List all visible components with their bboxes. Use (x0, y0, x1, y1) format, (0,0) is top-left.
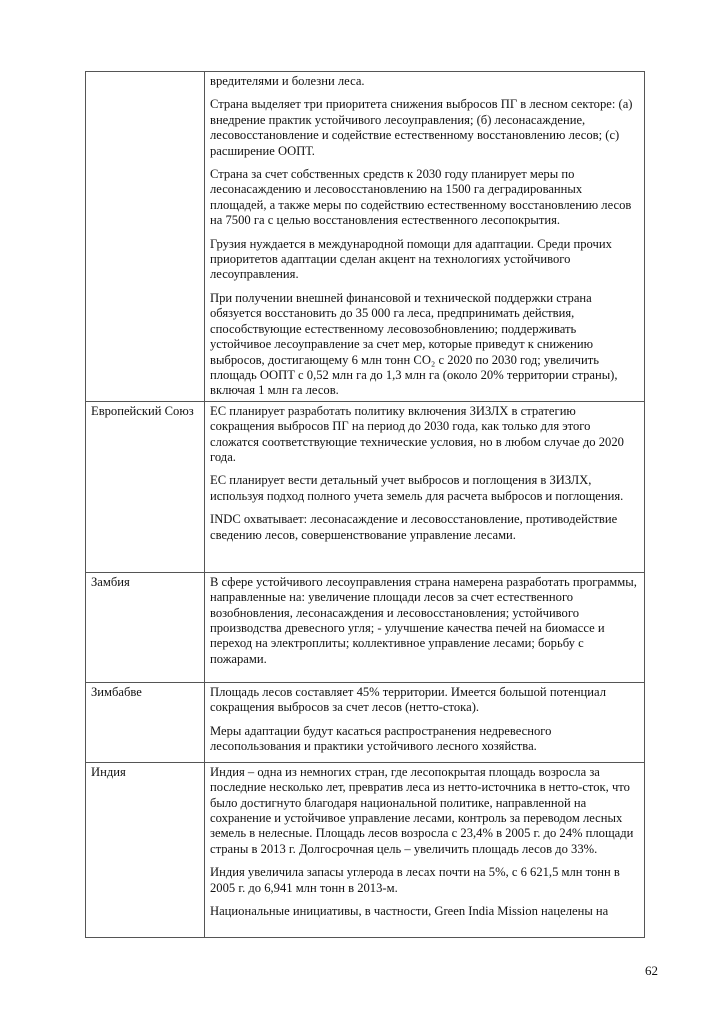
paragraph: ЕС планирует разработать политику включения ЗИЗЛХ в стратегию сокращения выбросов ПГ на период до 2030 года, как только для этого сложатся соответствующие технические условия, но в любом случае до 2020 года. (210, 403, 624, 464)
measures-cell (205, 682, 645, 762)
page-number: 62 (645, 963, 658, 978)
country-cell: Зимбабве (86, 682, 205, 762)
country-cell: Замбия (86, 572, 205, 682)
paragraph: Индия – одна из немногих стран, где лесопокрытая площадь возросла за последние несколько лет, превратив леса из нетто-источника в нетто-сток, что было достигнуто благодаря национальной политике, направленной на сохранение и устойчивое управление лесами, контроль за переводом лесных земель в нелесные. Площадь лесов возросла с 23,4% в 2005 г. до 24% площади страны в 2013 г. Долгосрочная цель – увеличить площадь лесов до 33%. (210, 764, 634, 856)
table-row (86, 762, 645, 937)
paragraph: Страна за счет собственных средств к 2030 году планирует меры по лесонасаждению и лесовосстановлению на 1500 га деградированных площадей, а также меры по содействию естественному восстановлению лесов на 7500 га с целью восстановления естественного лесопокрытия. (210, 167, 632, 228)
paragraph: Страна выделяет три приоритета снижения выбросов ПГ в лесном секторе: (а) внедрение практик устойчивого лесоуправления; (б) лесонасаждение, лесовосстановление и содействие естественному восстановлению лесов; (с) расширение ООПТ. (210, 97, 633, 158)
measures-cell (205, 572, 645, 682)
measures-cell (205, 401, 645, 572)
paragraph: вредителями и болезни леса. (210, 74, 365, 88)
country-cell: Индия (86, 762, 205, 937)
paragraph: ЕС планирует вести детальный учет выбросов и поглощения в ЗИЗЛХ, используя подход полного учета земель для расчета выбросов и поглощения. (210, 473, 624, 503)
table-row (86, 72, 645, 402)
table-row (86, 572, 645, 682)
paragraph: Грузия нуждается в международной помощи для адаптации. Среди прочих приоритетов адаптации сделан акцент на технологиях устойчивого лесоуправления. (210, 236, 612, 282)
paragraph: В сфере устойчивого лесоуправления страна намерена разработать программы, направленные на: увеличение площади лесов за счет естественного возобновления, лесонасаждения и лесовосстановления; устойчивого производства древесного угля; - улучшение качества печей на биомассе и переход на электроплиты; коллективное управление лесами; борьбу с пожарами. (210, 574, 637, 666)
paragraph: INDC охватывает: лесонасаждение и лесовосстановление, противодействие сведению лесов, совершенствование управление лесами. (210, 512, 618, 542)
table-row (86, 682, 645, 762)
paragraph: Меры адаптации будут касаться распространения недревесного лесопользования и практики устойчивого лесного хозяйства. (210, 723, 552, 753)
table-row (86, 401, 645, 572)
measures-cell (205, 72, 645, 402)
country-cell (86, 72, 205, 402)
paragraph: При получении внешней финансовой и технической поддержки страна обязуется восстановить до 35 000 га леса, предпринимать действия, способствующие естественному лесовозобновлению; поддерживать устойчивое лесоуправление за счет мер, которые приведут к снижению выбросов, достигающему 6 млн тонн CO₂ с 2020 по 2030 год; увеличить площадь ООПТ с 0,52 млн га до 1,3 млн га (около 20% территории страны), включая 1 млн га лесов. (210, 290, 618, 398)
country-forest-measures-table (85, 71, 645, 938)
measures-cell (205, 762, 645, 937)
paragraph: Национальные инициативы, в частности, Green India Mission нацелены на (210, 903, 609, 918)
country-cell: Европейский Союз (86, 401, 205, 572)
paragraph: Индия увеличила запасы углерода в лесах почти на 5%, с 6 621,5 млн тонн в 2005 г. до 6,941 млн тонн в 2013-м. (210, 865, 620, 895)
paragraph: Площадь лесов составляет 45% территории. Имеется большой потенциал сокращения выбросов за счет лесов (нетто-стока). (210, 684, 606, 715)
